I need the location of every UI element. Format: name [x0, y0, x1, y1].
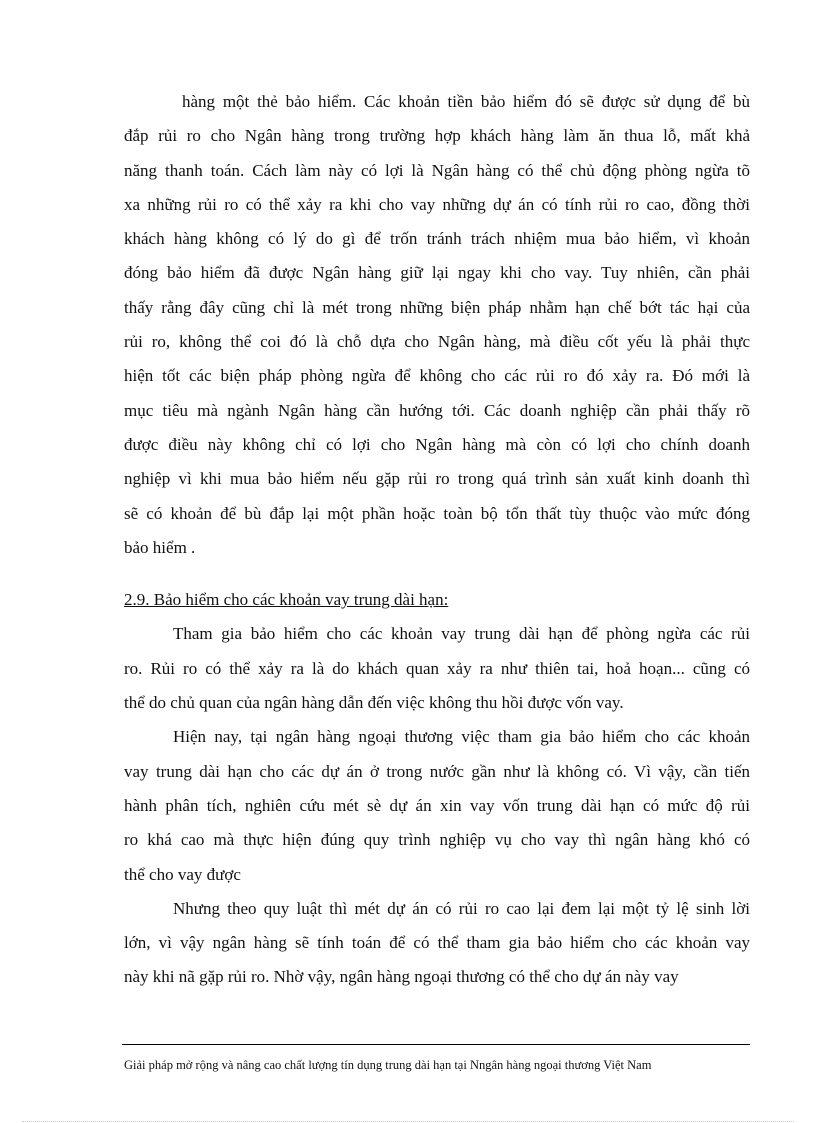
- text-line: bảo hiểm .: [124, 537, 196, 557]
- text-line: ro khá cao mà thực hiện đúng quy trình nghiệp vụ cho vay thì ngân hàng khó có: [124, 830, 750, 850]
- section-heading: 2.9. Bảo hiểm cho các khoản vay trung dài hạn:: [124, 590, 449, 610]
- text-line: Nhưng theo quy luật thì mét dự án có rủi ro cao lại đem lại một tỷ lệ sinh lời: [173, 898, 750, 918]
- text-line: này khi nã gặp rủi ro. Nhờ vậy, ngân hàng ngoại thương có thể cho dự án này vay: [124, 967, 679, 987]
- page-bottom-dotted-border: [22, 1121, 794, 1122]
- footer-divider: [122, 1044, 750, 1045]
- text-line: Hiện nay, tại ngân hàng ngoại thương việc tham gia bảo hiểm cho các khoản: [173, 727, 750, 747]
- text-line: được điều này không chỉ có lợi cho Ngân hàng mà còn có lợi cho chính doanh: [124, 434, 750, 454]
- text-line: thấy rằng đây cũng chỉ là mét trong những biện pháp nhằm hạn chế bớt tác hại của: [124, 297, 750, 317]
- text-line: thể do chủ quan của ngân hàng dẫn đến việc không thu hồi được vốn vay.: [124, 693, 624, 713]
- paragraph-high-risk-projects: [124, 892, 750, 995]
- text-line: hành phân tích, nghiên cứu mét sè dự án xin vay vốn trung dài hạn có mức độ rủi: [124, 795, 750, 815]
- text-line: đắp rủi ro cho Ngân hàng trong trường hợp khách hàng làm ăn thua lỗ, mất khả: [124, 126, 750, 146]
- text-line: Tham gia bảo hiểm cho các khoản vay trung dài hạn để phòng ngừa các rủi: [173, 624, 750, 644]
- text-line: đóng bảo hiểm đã được Ngân hàng giữ lại ngay khi cho vay. Tuy nhiên, cần phải: [124, 263, 750, 283]
- text-line: lớn, vì vậy ngân hàng sẽ tính toán để có thể tham gia bảo hiểm cho các khoản vay: [124, 933, 750, 953]
- text-line: hiện tốt các biện pháp phòng ngừa để không cho các rủi ro đó xảy ra. Đó mới là: [124, 366, 750, 386]
- text-line: ro. Rủi ro có thể xảy ra là do khách quan xảy ra như thiên tai, hoả hoạn... cũng có: [124, 658, 750, 678]
- text-line: rủi ro, không thể coi đó là chỗ dựa cho Ngân hàng, mà điều cốt yếu là phải thực: [124, 332, 750, 352]
- document-body: [124, 85, 750, 995]
- text-line: vay trung dài hạn cho các dự án ở trong nước gần như là không có. Vì vậy, cần tiến: [124, 761, 750, 781]
- text-line: nghiệp vì khi mua bảo hiểm nếu gặp rủi ro trong quá trình sản xuất kinh doanh thì: [124, 469, 750, 489]
- page-footer: Giải pháp mở rộng và nâng cao chất lượng tín dụng trung dài hạn tại Nngân hàng ngoại thương Việt Nam: [124, 1058, 652, 1072]
- paragraph-current-situation: [124, 720, 750, 891]
- text-line: khách hàng không có lý do gì để trốn tránh trách nhiệm mua bảo hiểm, vì khoản: [124, 229, 750, 249]
- text-line: sẽ có khoản để bù đắp lại một phần hoặc toàn bộ tổn thất tùy thuộc vào mức đóng: [124, 503, 750, 523]
- text-line: mục tiêu mà ngành Ngân hàng cần hướng tới. Các doanh nghiệp cần phải thấy rõ: [124, 400, 750, 420]
- text-line: thể cho vay được: [124, 864, 241, 884]
- text-line: hàng một thẻ bảo hiểm. Các khoản tiền bảo hiểm đó sẽ được sử dụng để bù: [182, 92, 750, 111]
- paragraph-long-term-insurance: [124, 617, 750, 720]
- text-line: năng thanh toán. Cách làm này có lợi là Ngân hàng có thể chủ động phòng ngừa tõ: [124, 160, 750, 180]
- paragraph-insurance-card: [124, 85, 750, 565]
- text-line: xa những rủi ro có thể xảy ra khi cho vay những dự án có tính rủi ro cao, đồng thời: [124, 194, 750, 214]
